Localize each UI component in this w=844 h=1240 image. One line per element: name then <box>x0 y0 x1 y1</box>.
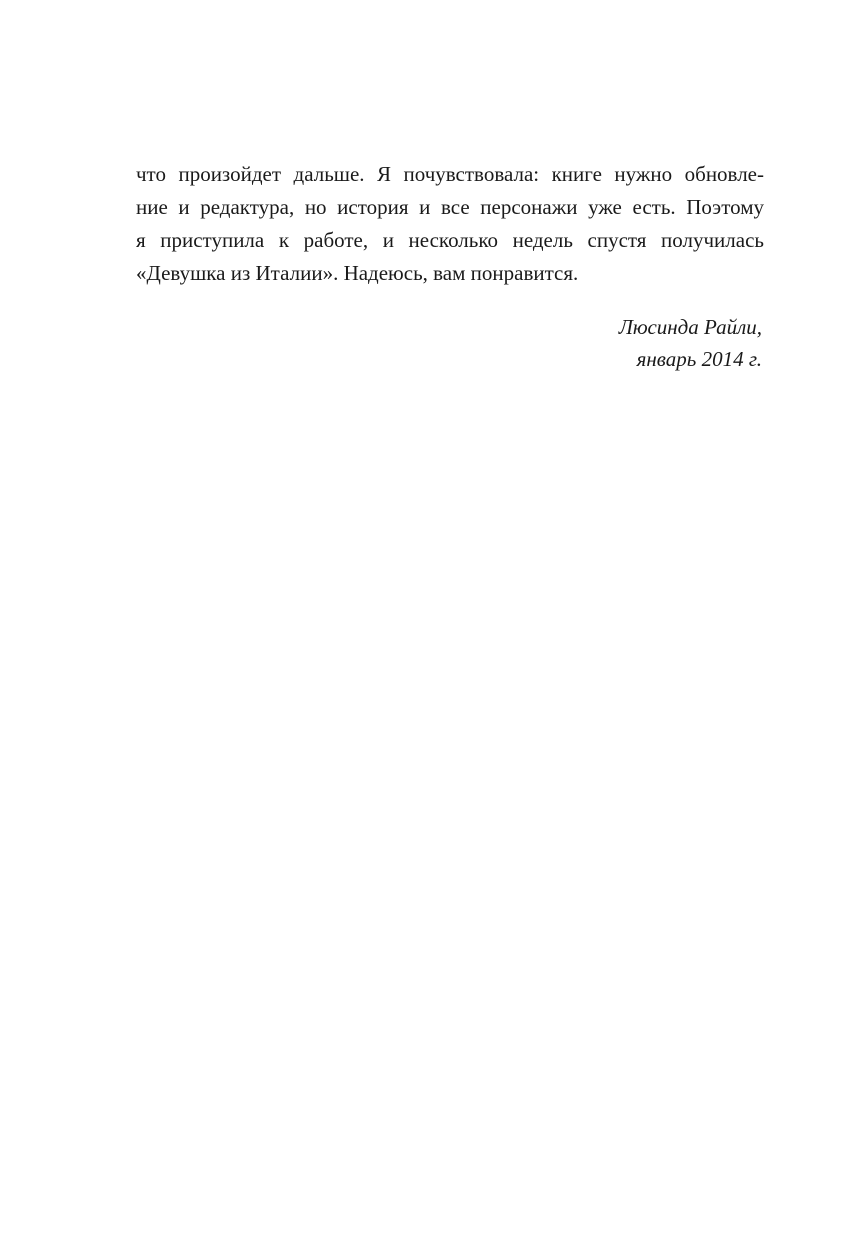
paragraph-line: ние и редактура, но история и все персонажи уже есть. Поэтому <box>136 195 764 219</box>
body-paragraph <box>136 158 764 290</box>
signature-block <box>619 311 762 375</box>
paragraph-line: я приступила к работе, и несколько недель спустя получилась <box>136 228 764 252</box>
signature-author: Люсинда Райли, <box>618 315 762 339</box>
signature-date: январь 2014 г. <box>636 347 762 371</box>
paragraph-line: что произойдет дальше. Я почувствовала: книге нужно обновле- <box>136 162 764 186</box>
paragraph-line: «Девушка из Италии». Надеюсь, вам понравится. <box>136 261 579 285</box>
